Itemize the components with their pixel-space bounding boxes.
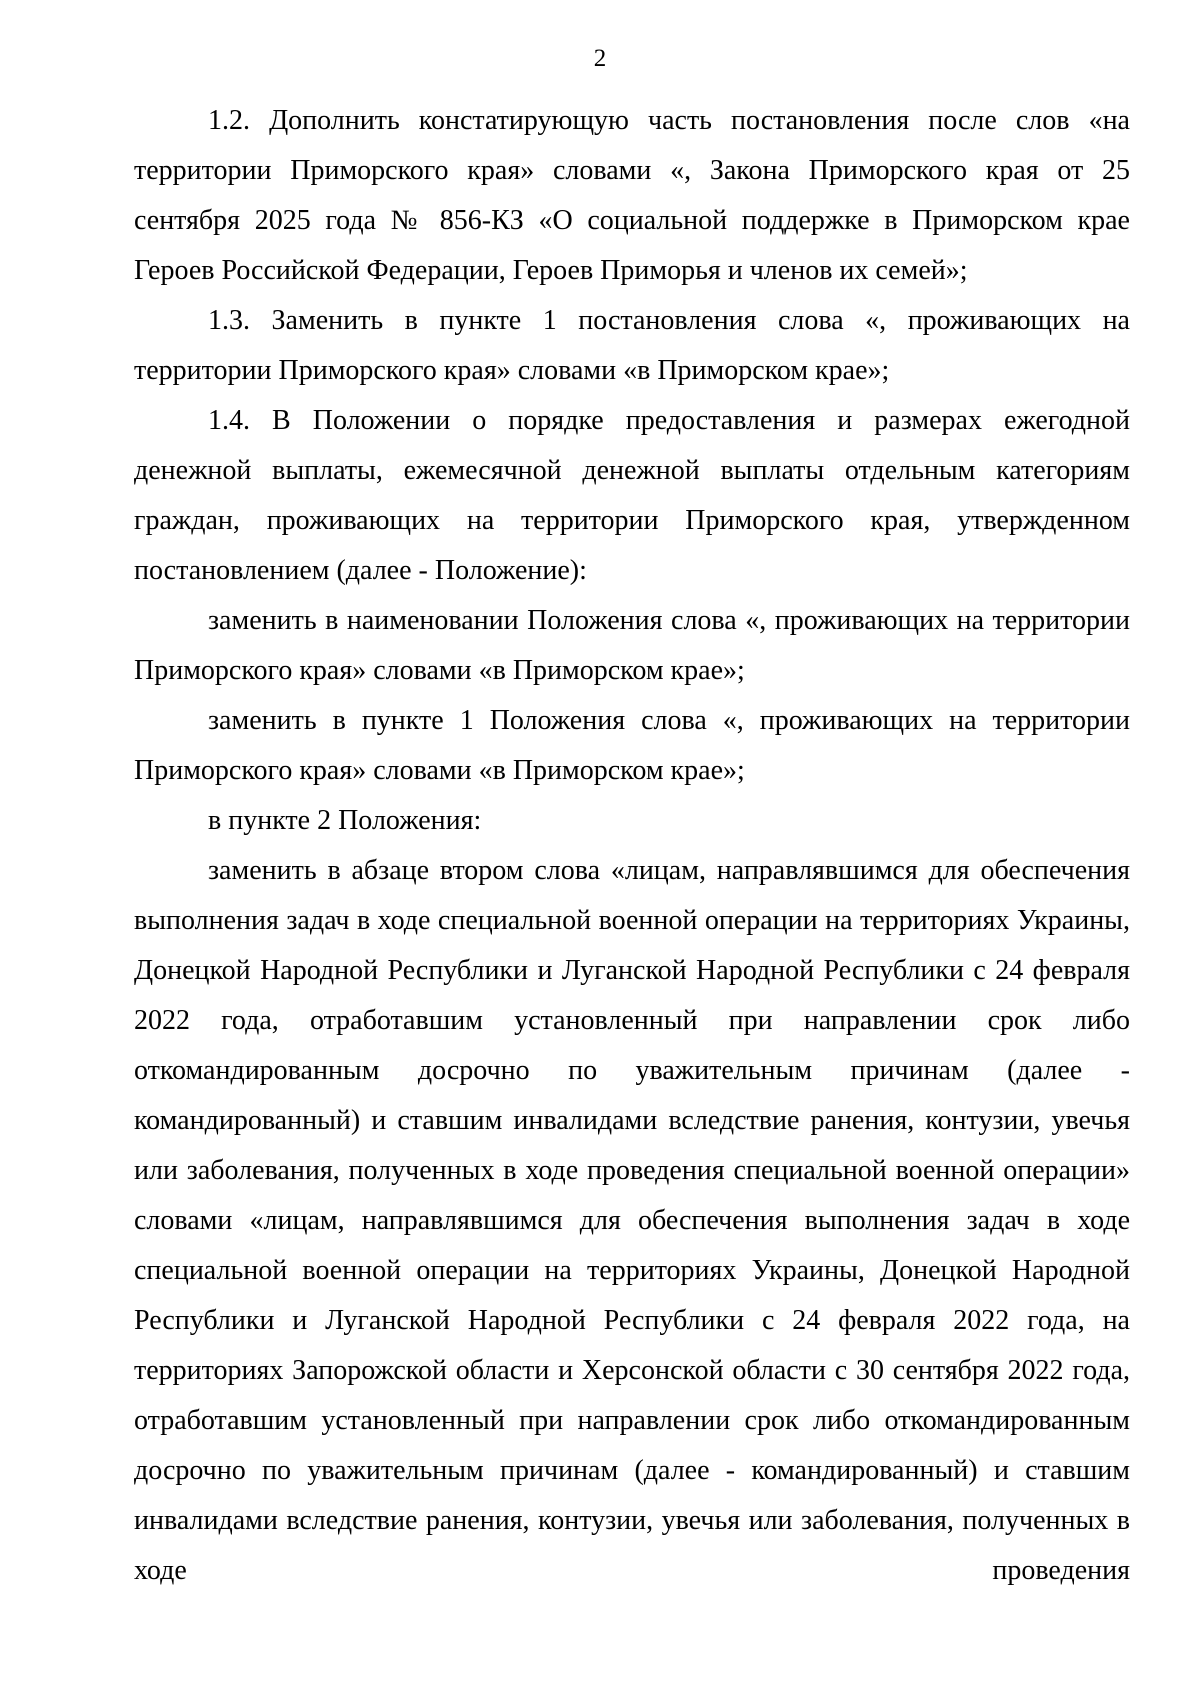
paragraph-replace-point-1: заменить в пункте 1 Положения слова «, проживающих на территории Приморского края» словами «в Приморском крае»; <box>134 705 1130 786</box>
paragraph-replace-second-indent: заменить в абзаце втором слова «лицам, направлявшимся для обеспечения выполнения задач в ходе специальной военной операции на территориях Украины, Донецкой Народной Республики и Луганской Народной Республики с 24 февраля 2022 года, отработавшим установленный при направлении срок либо откомандированным досрочно по уважительным причинам (далее - командированный) и ставшим инвалидами вследствие ранения, контузии, увечья или заболевания, полученных в ходе проведения специальной военной операции» словами «лицам, направлявшимся для обеспечения выполнения задач в ходе специальной военной операции на территориях Украины, Донецкой Народной Республики и Луганской Народной Республики с 24 февраля 2022 года, на территориях Запорожской области и Херсонской области с 30 сентября 2022 года, отработавшим установленный при направлении срок либо откомандированным досрочно по уважительным причинам (далее - командированный) и ставшим инвалидами вследствие ранения, контузии, увечья или заболевания, полученных в ходе проведения <box>134 855 1130 1586</box>
paragraph-1-3: 1.3. Заменить в пункте 1 постановления слова «, проживающих на территории Приморского края» словами «в Приморском крае»; <box>134 305 1130 386</box>
paragraph-point-2-heading: в пункте 2 Положения: <box>208 805 482 836</box>
paragraph-replace-title: заменить в наименовании Положения слова «, проживающих на территории Приморского края» словами «в Приморском крае»; <box>134 605 1130 686</box>
paragraph-1-2: 1.2. Дополнить констатирующую часть постановления после слов «на территории Приморского края» словами «, Закона Приморского края от 25 сентября 2025 года № 856-КЗ «О социальной поддержке в Приморском крае Героев Российской Федерации, Героев Приморья и членов их семей»; <box>134 105 1130 286</box>
page-number: 2 <box>593 45 607 72</box>
paragraph-1-4: 1.4. В Положении о порядке предоставления и размерах ежегодной денежной выплаты, ежемесячной денежной выплаты отдельным категориям граждан, проживающих на территории Приморского края, утвержденном постановлением (далее - Положение): <box>134 405 1130 586</box>
document-body <box>134 96 1130 1596</box>
